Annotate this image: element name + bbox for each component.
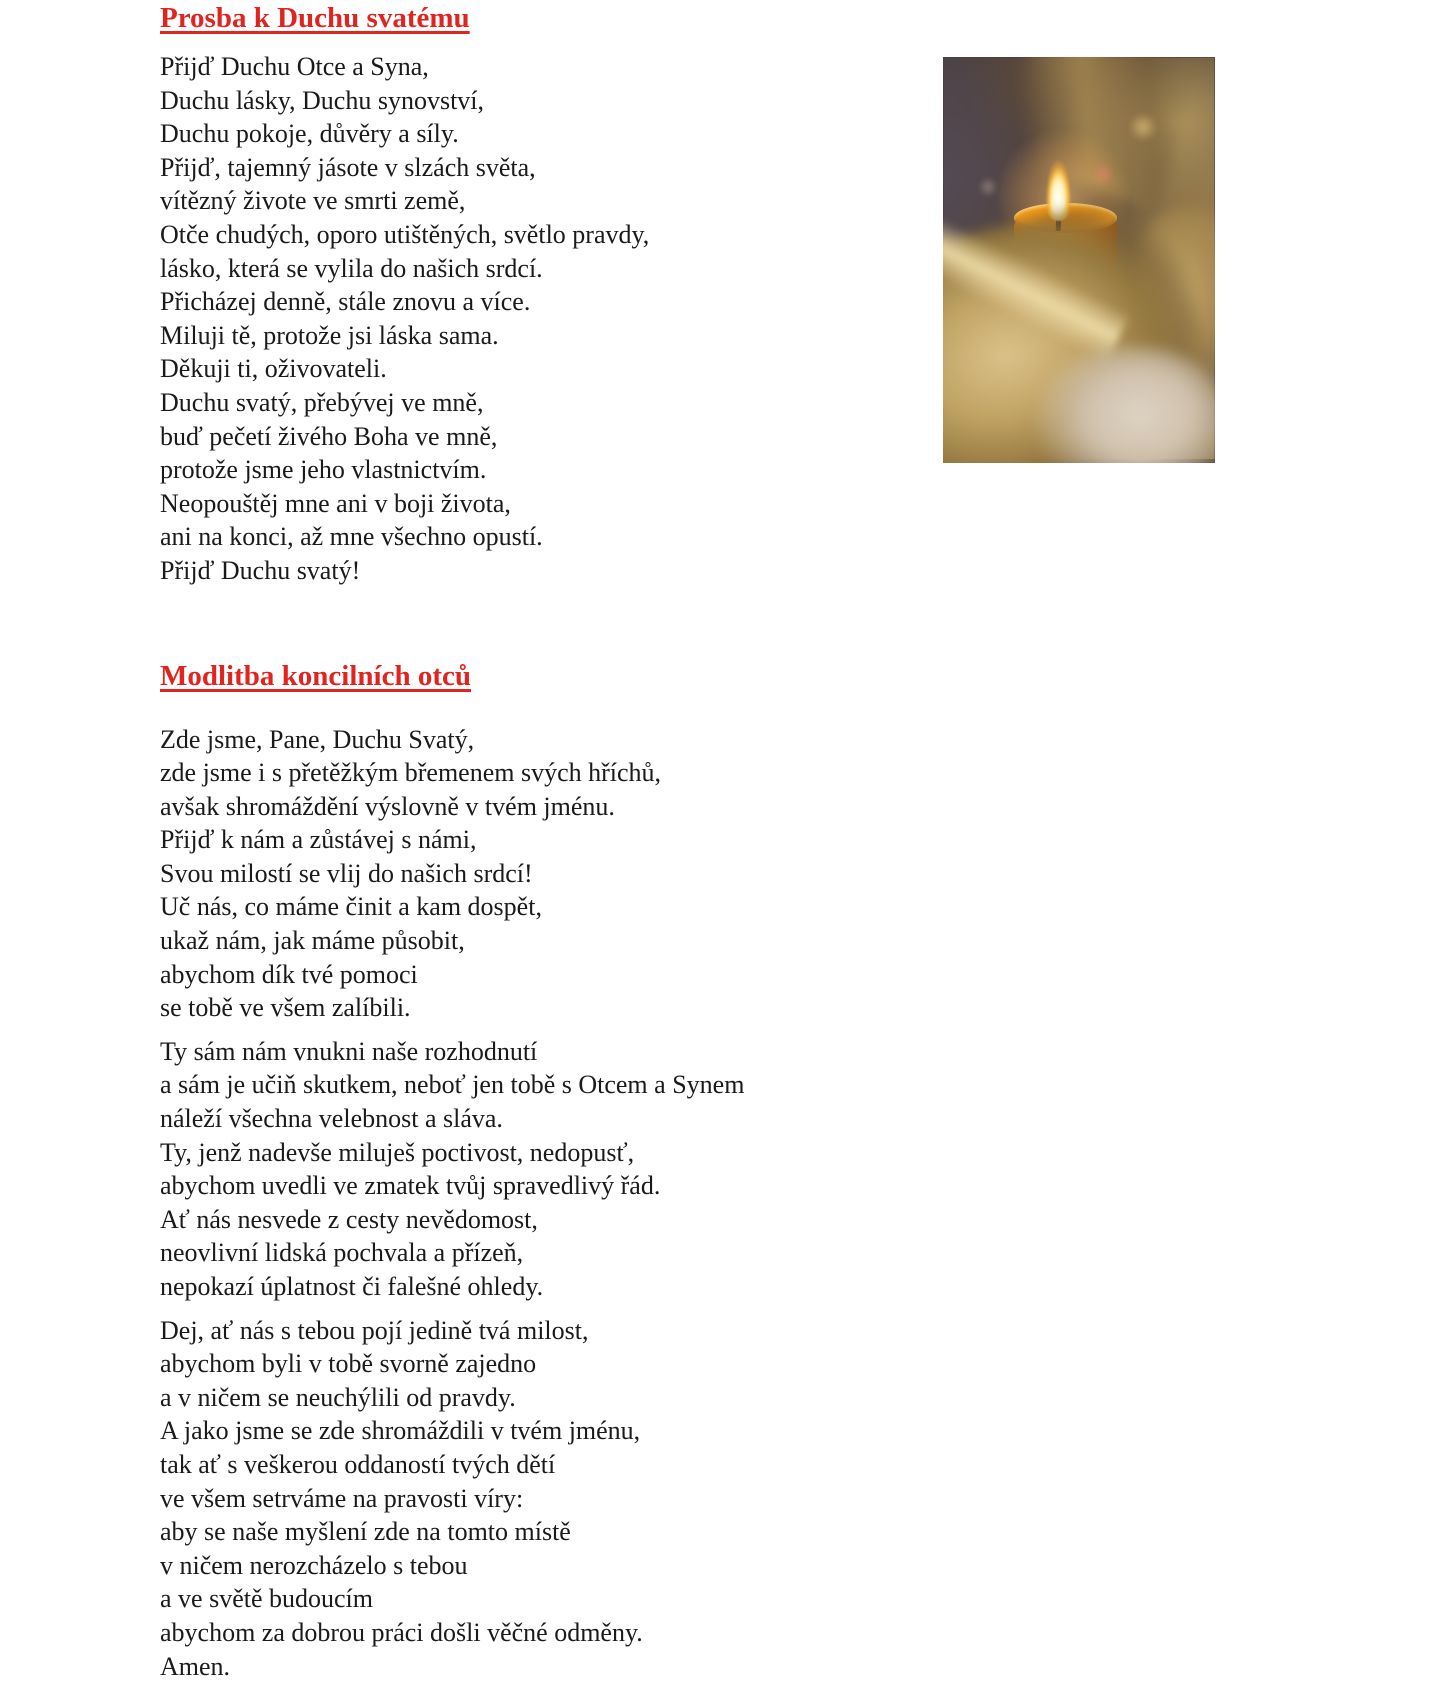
- poem-line: a ve světě budoucím: [160, 1584, 373, 1614]
- photo-bokeh-gold: [1128, 112, 1158, 142]
- poem-line: Otče chudých, oporo utištěných, světlo pravdy,: [160, 219, 650, 249]
- prayer1-title: Prosba k Duchu svatému: [160, 2, 470, 34]
- poem-line: Duchu pokoje, důvěry a síly.: [160, 119, 459, 149]
- poem-line: Ty, jenž nadevše miluješ poctivost, nedopusť,: [160, 1137, 635, 1167]
- poem-line: Svou milostí se vlij do našich srdcí!: [160, 858, 533, 888]
- prayer2-stanza-1: [160, 723, 960, 1025]
- poem-line: neovlivní lidská pochvala a přízeň,: [160, 1238, 524, 1268]
- prayer2-stanza-2: [160, 1035, 960, 1304]
- poem-line: tak ať s veškerou oddaností tvých dětí: [160, 1449, 556, 1479]
- photo-cream-cloth: [1038, 347, 1215, 463]
- poem-line: Zde jsme, Pane, Duchu Svatý,: [160, 724, 475, 754]
- poem-line: a v ničem se neuchýlili od pravdy.: [160, 1382, 516, 1412]
- poem-line: a sám je učiň skutkem, neboť jen tobě s Otcem a Synem: [160, 1070, 745, 1100]
- prayer2-title: Modlitba koncilních otců: [160, 659, 471, 692]
- poem-line: Přicházej denně, stále znovu a více.: [160, 287, 531, 317]
- candle-photo: [943, 57, 1215, 463]
- poem-line: v ničem nerozcházelo s tebou: [160, 1550, 468, 1580]
- prayer2-stanza-3: [160, 1314, 960, 1684]
- poem-line: ani na konci, až mne všechno opustí.: [160, 522, 543, 552]
- photo-bokeh-grey: [978, 177, 998, 197]
- poem-line: Duchu svatý, přebývej ve mně,: [160, 387, 484, 417]
- poem-line: Miluji tě, protože jsi láska sama.: [160, 320, 499, 350]
- poem-line: se tobě ve všem zalíbili.: [160, 993, 411, 1023]
- poem-line: aby se naše myšlení zde na tomto místě: [160, 1517, 571, 1547]
- poem-line: Neopouštěj mne ani v boji života,: [160, 488, 511, 518]
- poem-line: abychom za dobrou práci došli věčné odměny.: [160, 1617, 643, 1647]
- poem-line: Přijď, tajemný jásote v slzách světa,: [160, 152, 536, 182]
- poem-line: Ty sám nám vnukni naše rozhodnutí: [160, 1036, 538, 1066]
- poem-line: Amen.: [160, 1651, 231, 1681]
- poem-line: Ať nás nesvede z cesty nevědomost,: [160, 1204, 538, 1234]
- poem-line: Děkuji ti, oživovateli.: [160, 354, 387, 384]
- poem-line: ukaž nám, jak máme působit,: [160, 926, 465, 956]
- poem-line: náleží všechna velebnost a sláva.: [160, 1104, 503, 1134]
- poem-line: zde jsme i s přetěžkým břemenem svých hříchů,: [160, 758, 662, 788]
- poem-line: Duchu lásky, Duchu synovství,: [160, 85, 485, 115]
- poem-line: buď pečetí živého Boha ve mně,: [160, 421, 498, 451]
- poem-line: abychom byli v tobě svorně zajedno: [160, 1349, 537, 1379]
- poem-line: ve všem setrváme na pravosti víry:: [160, 1483, 524, 1513]
- poem-line: A jako jsme se zde shromáždili v tvém jménu,: [160, 1416, 641, 1446]
- poem-line: Dej, ať nás s tebou pojí jedině tvá milost,: [160, 1315, 589, 1345]
- poem-line: vítězný živote ve smrti země,: [160, 186, 466, 216]
- poem-line: Přijď k nám a zůstávej s námi,: [160, 825, 477, 855]
- poem-line: nepokazí úplatnost či falešné ohledy.: [160, 1272, 544, 1301]
- poem-line: abychom dík tvé pomoci: [160, 959, 418, 989]
- poem-line: Přijď Duchu svatý!: [160, 555, 361, 585]
- poem-line: Přijď Duchu Otce a Syna,: [160, 52, 429, 81]
- text-column: [160, 0, 960, 1693]
- poem-line: abychom uvedli ve zmatek tvůj spravedlivý řád.: [160, 1171, 661, 1201]
- poem-line: lásko, která se vylila do našich srdcí.: [160, 253, 543, 283]
- poem-line: avšak shromáždění výslovně v tvém jménu.: [160, 791, 615, 821]
- poem-line: protože jsme jeho vlastnictvím.: [160, 455, 487, 485]
- poem-line: Uč nás, co máme činit a kam dospět,: [160, 892, 542, 922]
- prayer1-stanza: [160, 50, 960, 588]
